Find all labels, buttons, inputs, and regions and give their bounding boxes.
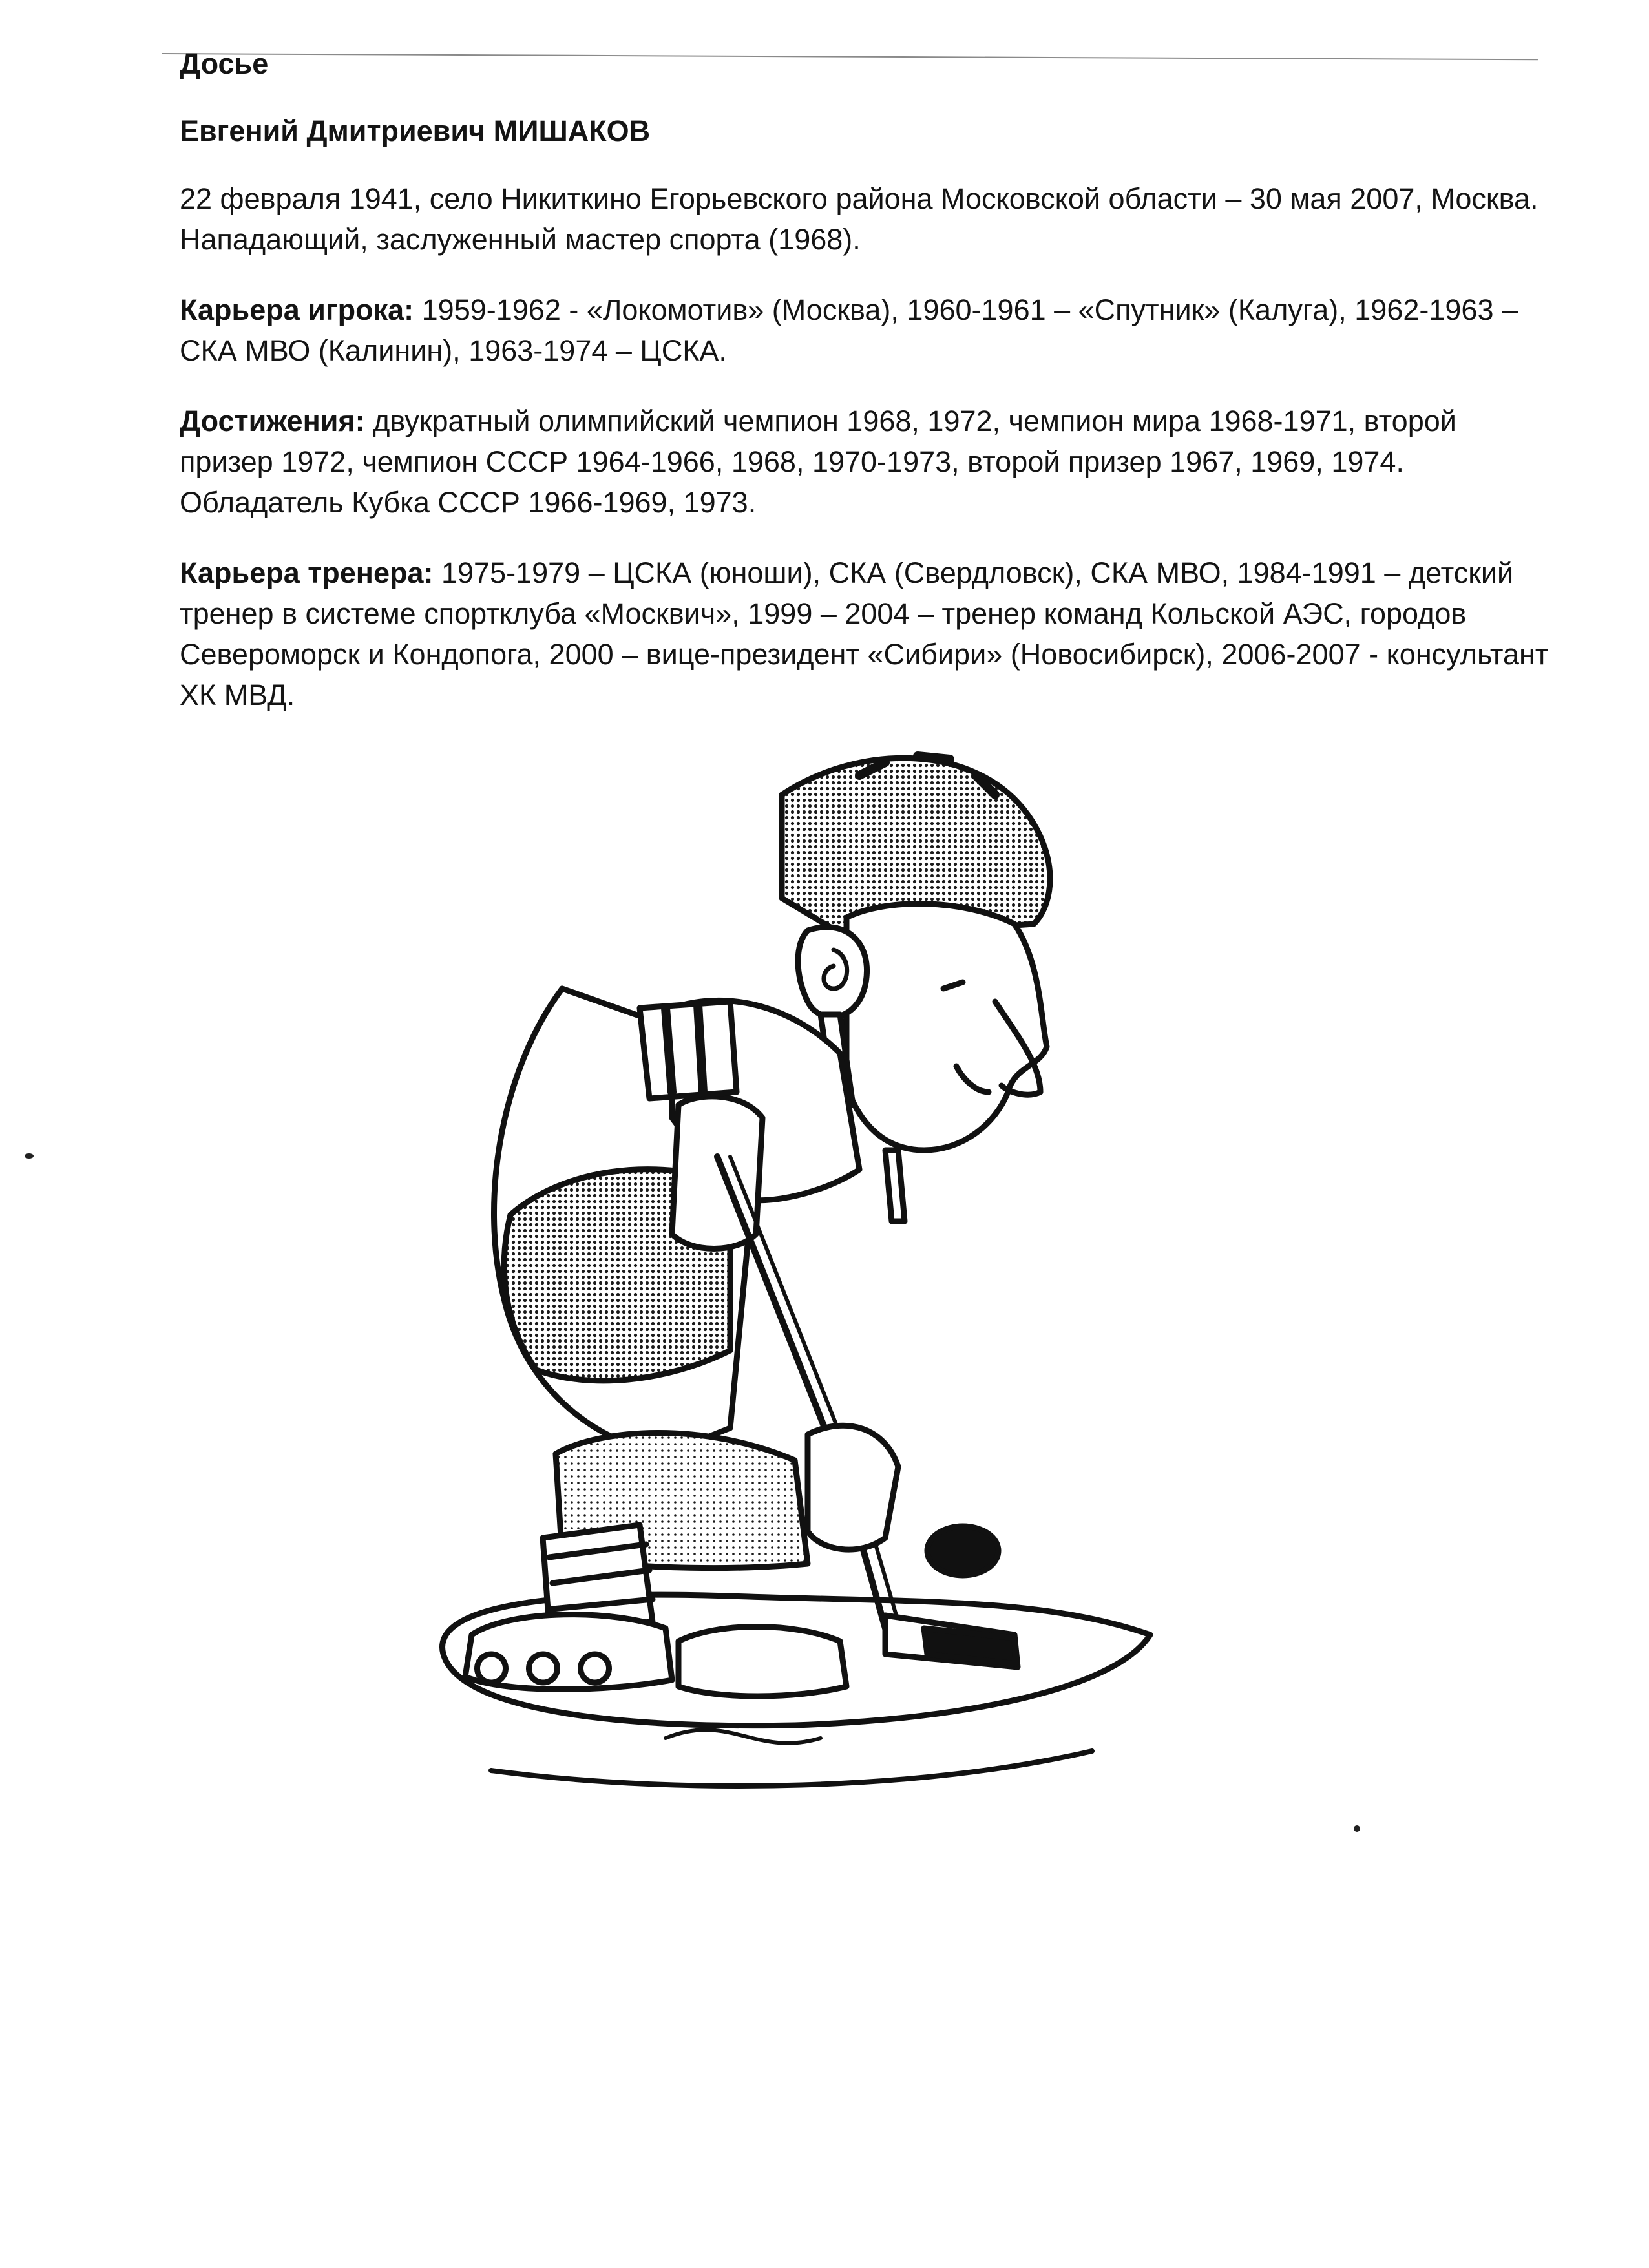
coach-career-text: 1975-1979 – ЦСКА (юноши), СКА (Свердловск), СКА МВО, 1984-1991 – детский тренер в системе спортклуба «Москвич», 1999 – 2004 – тренер команд Кольской АЭС, городов Североморск и Кондопога, 2000 – вице-президент «Сибири» (Новосибирск), 2006-2007 - консультант ХК МВД. xyxy=(180,556,1549,711)
achievements-label: Достижения: xyxy=(180,404,365,437)
page-title: Досье xyxy=(180,47,269,80)
scan-speck xyxy=(25,1153,34,1159)
achievements-text: двукратный олимпийский чемпион 1968, 1972, чемпион мира 1968-1971, второй призер 1972, чемпион СССР 1964-1966, 1968, 1970-1973, второй призер 1967, 1969, 1974. Обладатель Кубка СССР 1966-1969, 1973. xyxy=(180,404,1456,519)
coach-career-label: Карьера тренера: xyxy=(180,556,434,589)
achievements-paragraph xyxy=(180,401,1549,523)
scan-speck xyxy=(1354,1825,1360,1832)
person-name: Евгений Дмитриевич МИШАКОВ xyxy=(180,114,651,147)
dossier-document xyxy=(180,47,1549,715)
hockey-player-caricature-icon xyxy=(394,704,1234,1842)
player-career-text: 1959-1962 - «Локомотив» (Москва), 1960-1961 – «Спутник» (Калуга), 1962-1963 – СКА МВО (Калинин), 1963-1974 – ЦСКА. xyxy=(180,293,1518,367)
coach-career-paragraph xyxy=(180,552,1549,715)
player-career-label: Карьера игрока: xyxy=(180,293,414,326)
player-career-paragraph xyxy=(180,289,1549,371)
bio-paragraph: 22 февраля 1941, село Никиткино Егорьевского района Московской области – 30 мая 2007, Москва. Нападающий, заслуженный мастер спорта (1968). xyxy=(180,182,1539,256)
